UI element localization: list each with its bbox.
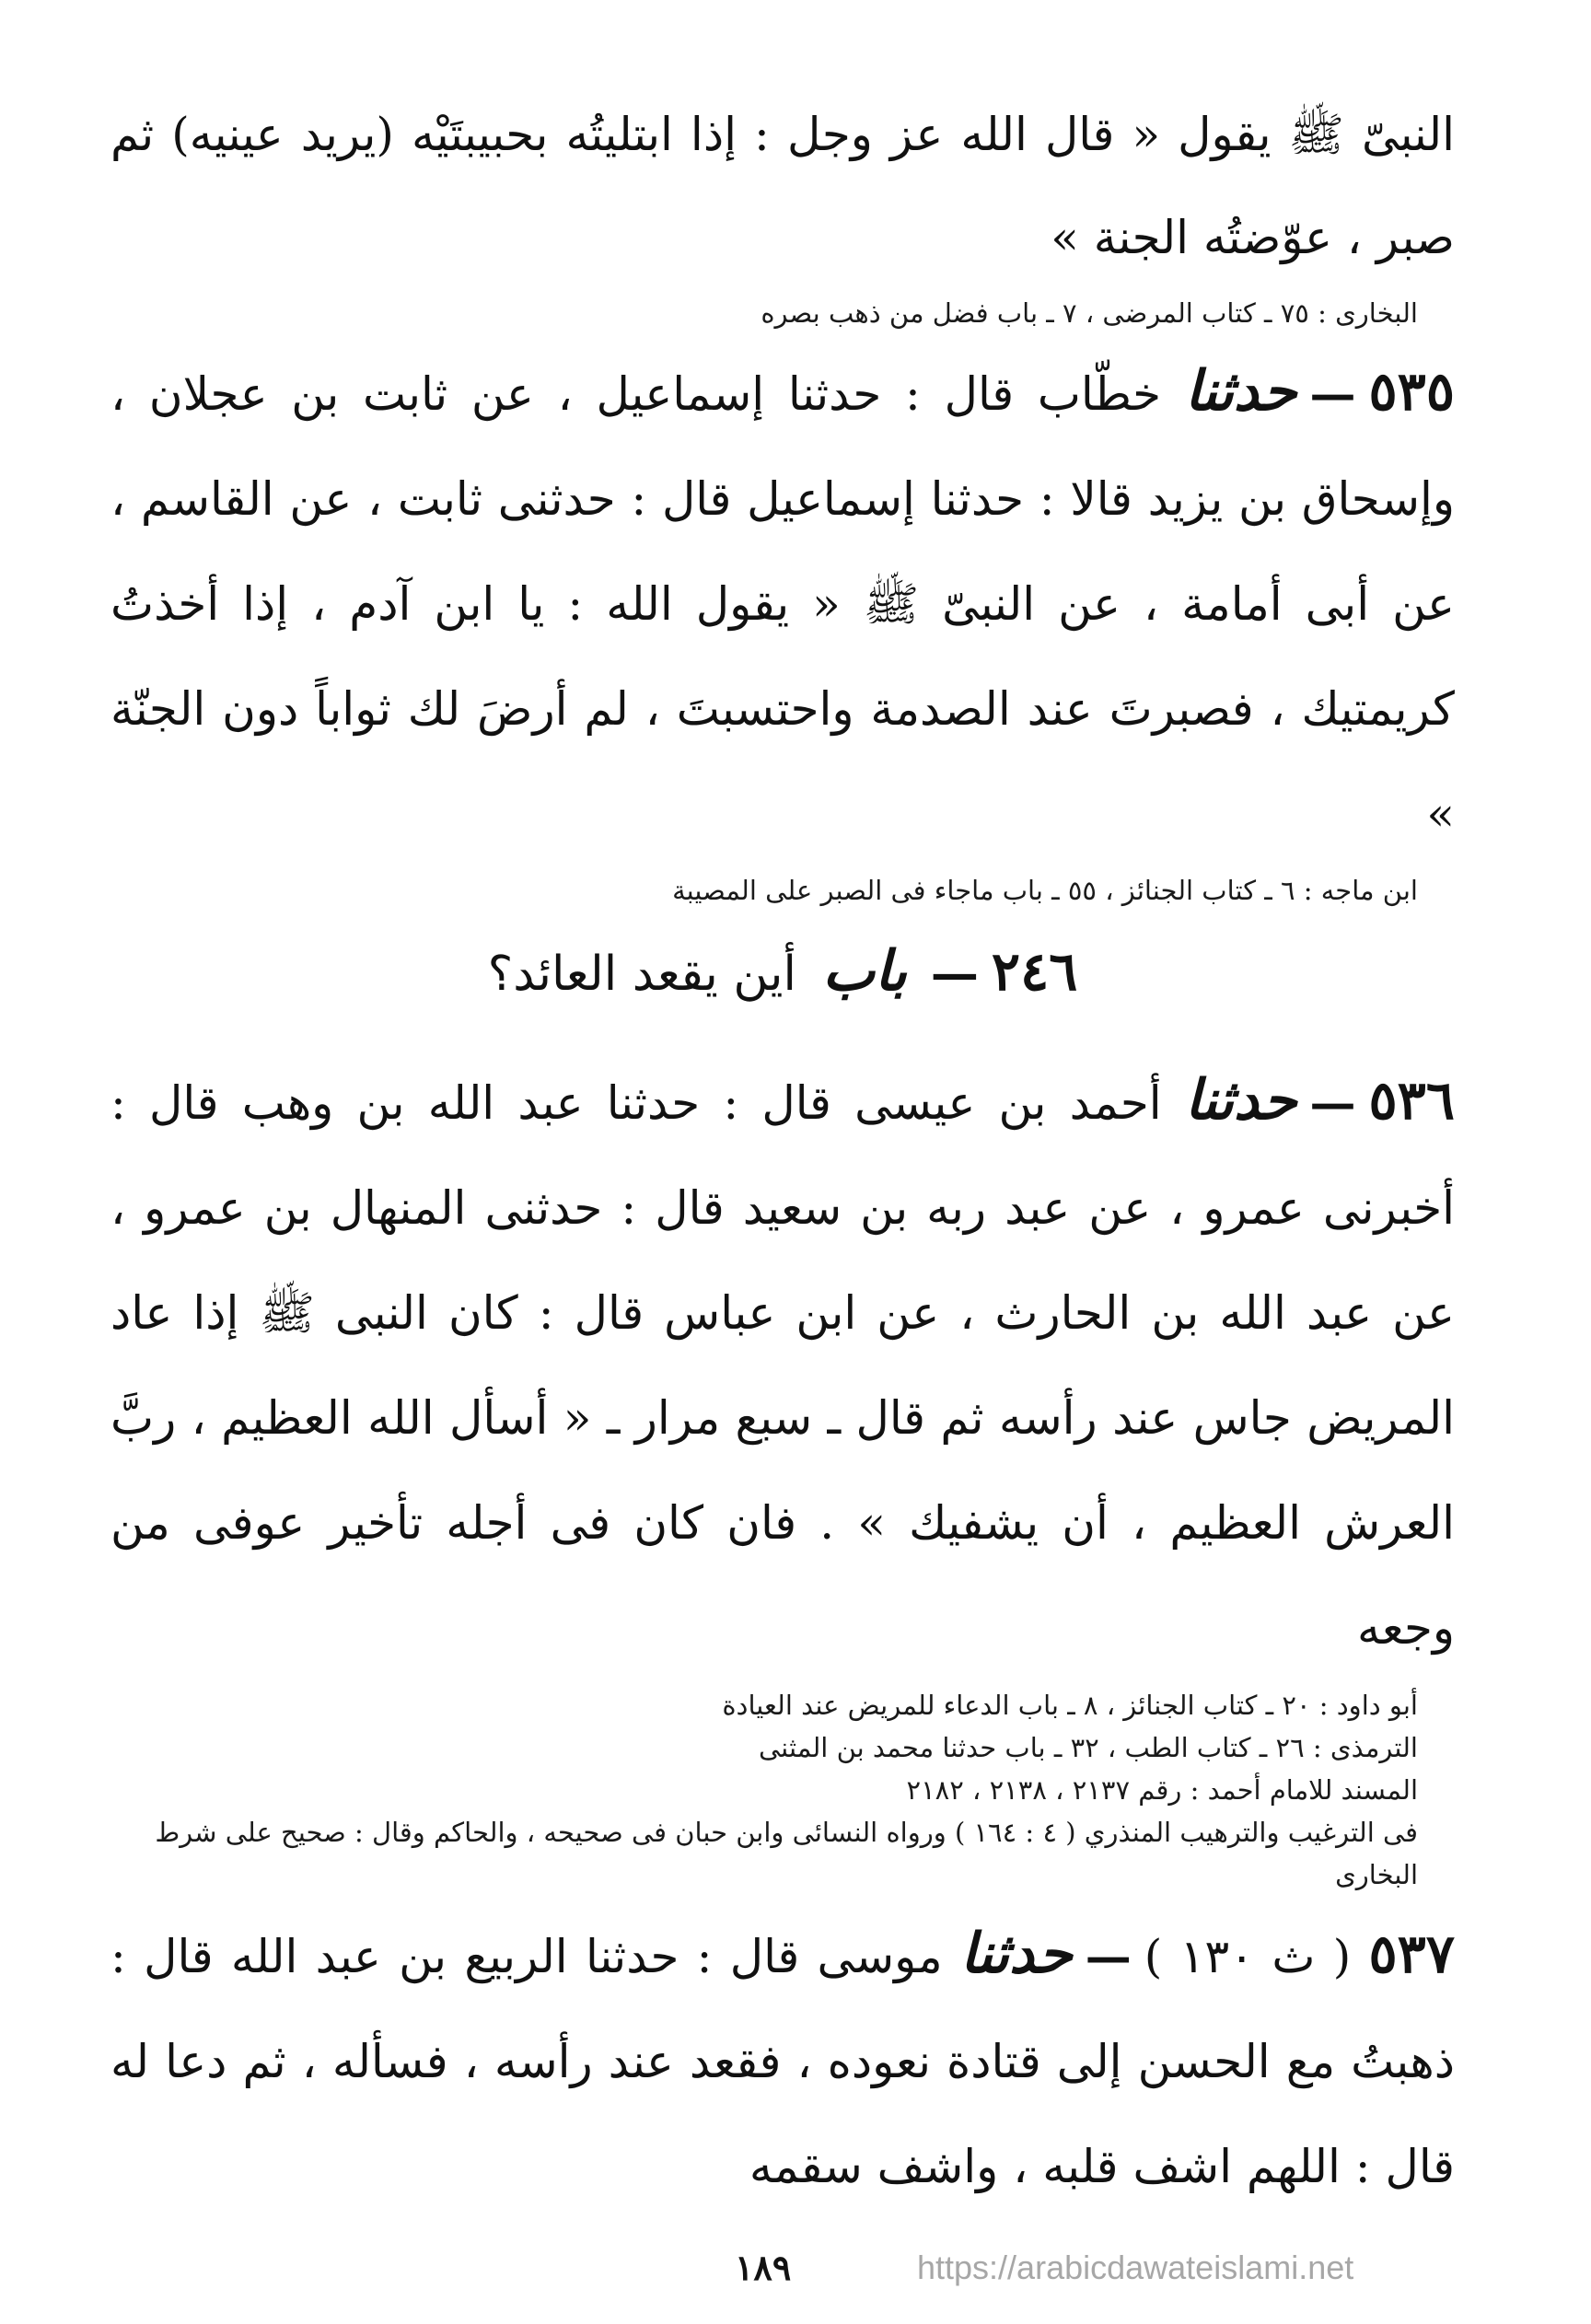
haddatha-word: حدثنا: [1184, 359, 1297, 424]
continuation-text: النبىّ ﷺ يقول « قال الله عز وجل : إذا ابتليتُه بحبيبتَيْه (يريد عينيه) ثم صبر ، عوّضتُه الجنة »: [110, 108, 1455, 264]
chapter-heading: [110, 916, 1455, 1029]
hadith-536: [110, 1048, 1455, 1680]
hadith-535: [110, 339, 1455, 866]
book-page: [110, 83, 1455, 2256]
watermark-url: https://arabicdawateislami.net: [917, 2248, 1354, 2286]
dash: —: [1309, 1075, 1356, 1130]
continuation-source: البخارى : ٧٥ ـ كتاب المرضى ، ٧ ـ باب فضل من ذهب بصره: [761, 297, 1418, 329]
page-number: ١٨٩: [735, 2247, 792, 2288]
source-line: المسند للامام أحمد : رقم ٢١٣٧ ، ٢١٣٨ ، ٢١٨٢: [906, 1774, 1418, 1806]
hadith-number: ٥٣٥: [1368, 360, 1455, 423]
hadith-535-source: ابن ماجه : ٦ ـ كتاب الجنائز ، ٥٥ ـ باب ماجاء فى الصبر على المصيبة: [672, 875, 1418, 906]
hadith-reference: ( ث ١٣٠ ): [1144, 1930, 1352, 1983]
hadith-number: ٥٣٦: [1368, 1069, 1455, 1132]
source-line: الترمذى : ٢٦ ـ كتاب الطب ، ٣٢ ـ باب حدثنا محمد بن المثنى: [759, 1732, 1418, 1763]
dash: —: [1309, 366, 1356, 421]
dash: —: [1085, 1929, 1132, 1983]
source-line: فى الترغيب والترهيب المنذري ( ٤ : ١٦٤ ) ورواه النسائى وابن حبان فى صحيحه ، والحاكم وقال : صحيح على شرط البخارى: [155, 1817, 1418, 1890]
source-line: أبو داود : ٢٠ ـ كتاب الجنائز ، ٨ ـ باب الدعاء للمريض عند العيادة: [722, 1690, 1418, 1721]
hadith-number: ٥٣٧: [1368, 1923, 1455, 1985]
chapter-title: أين يقعد العائد؟: [487, 947, 796, 1002]
hadith-text: خطّاب قال : حدثنا إسماعيل ، عن ثابت بن عجلان ، وإسحاق بن يزيد قالا : حدثنا إسماعيل قال : حدثنى ثابت ، عن القاسم ، عن أبى أمامة ، عن النبىّ ﷺ « يقول الله : يا ابن آدم ، إذا أخذتُ كريمتيك ، فصبرتَ عند الصدمة واحتسبتَ ، لم أرضَ لك ثواباً دون الجنّة »: [110, 367, 1455, 841]
chapter-number: ٢٤٦: [991, 940, 1078, 1003]
dash: —: [930, 946, 979, 1002]
haddatha-word: حدثنا: [960, 1922, 1073, 1986]
hadith-text: أحمد بن عيسى قال : حدثنا عبد الله بن وهب قال : أخبرنى عمرو ، عن عبد ربه بن سعيد قال : حدثنى المنهال بن عمرو ، عن عبد الله بن الحارث ، عن ابن عباس قال : كان النبى ﷺ إذا عاد المريض جاس عند رأسه ثم قال ـ سبع مرار ـ « أسأل الله العظيم ، ربَّ العرش العظيم ، أن يشفيك » . فان كان فى أجله تأخير عوفى من وجعه: [110, 1076, 1455, 1655]
chapter-word: باب: [822, 939, 907, 1004]
hadith-537: [110, 1901, 1455, 2219]
hadith-text: موسى قال : حدثنا الربيع بن عبد الله قال : ذهبتُ مع الحسن إلى قتادة نعوده ، فقعد عند رأسه ، فسأله ، ثم دعا له قال : اللهم اشف قلبه ، واشف سقمه: [110, 1930, 1455, 2193]
hadith-536-sources: [110, 1684, 1418, 1896]
haddatha-word: حدثنا: [1184, 1068, 1297, 1133]
